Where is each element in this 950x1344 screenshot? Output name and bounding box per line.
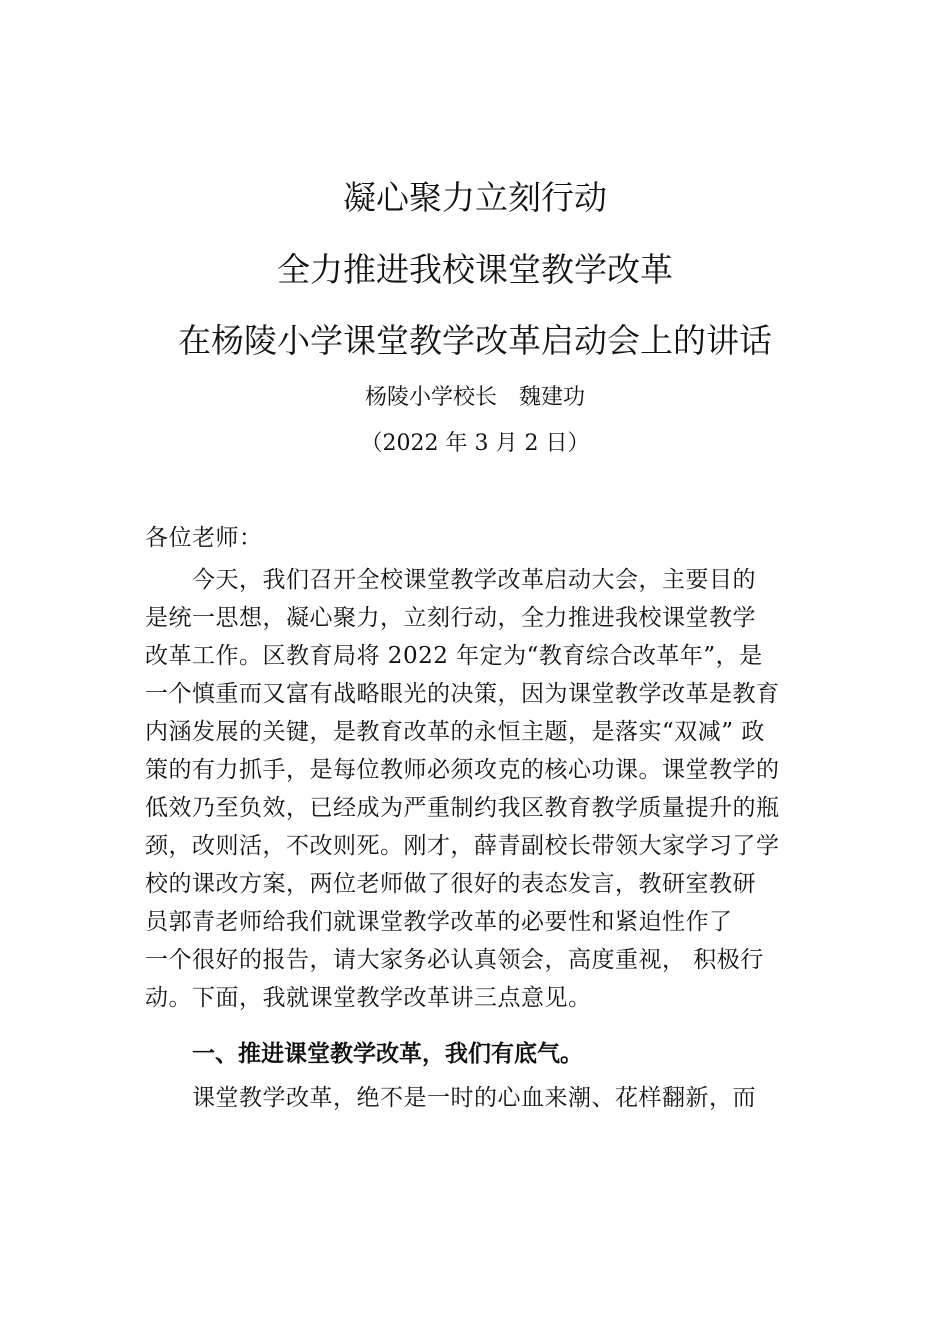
date-line: （2022 年 3 月 2 日）: [360, 431, 590, 456]
document-title-line-3: 在杨陵小学课堂教学改革启动会上的讲话: [178, 321, 772, 360]
paragraph-line: 动。下面，我就课堂教学改革讲三点意见。: [145, 985, 592, 1011]
paragraph-line: 今天，我们召开全校课堂教学改革启动大会，主要目的: [145, 567, 756, 593]
paragraph-line: 改革工作。区教育局将 2022 年定为“教育综合改革年”，是: [145, 643, 763, 669]
paragraph-line: 是统一思想，凝心聚力，立刻行动，全力推进我校课堂教学: [145, 605, 756, 631]
paragraph-line: 内涵发展的关键，是教育改革的永恒主题，是落实“双减” 政: [145, 719, 765, 745]
paragraph-line: 一个很好的报告，请大家务必认真领会，高度重视， 积极行: [145, 947, 764, 973]
paragraph-line: 策的有力抓手，是每位教师必须攻克的核心功课。课堂教学的: [145, 757, 780, 783]
paragraph-line: 一个慎重而又富有战略眼光的决策，因为课堂教学改革是教育: [145, 681, 780, 707]
paragraph-line: 颈，改则活，不改则死。刚才，薛青副校长带领大家学习了学: [145, 833, 780, 859]
author-line: 杨陵小学校长 魏建功: [364, 385, 585, 410]
paragraph-line: 员郭青老师给我们就课堂教学改革的必要性和紧迫性作了: [145, 909, 733, 935]
paragraph-line: 课堂教学改革，绝不是一时的心血来潮、花样翻新，而: [145, 1085, 756, 1111]
paragraph-line: 校的课改方案，两位老师做了很好的表态发言，教研室教研: [145, 871, 756, 897]
document-title-line-2: 全力推进我校课堂教学改革: [277, 250, 673, 289]
paragraph-line: 低效乃至负效，已经成为严重制约我区教育教学质量提升的瓶: [145, 795, 780, 821]
document-title-line-1: 凝心聚力立刻行动: [343, 178, 607, 217]
section-heading: 一、推进课堂教学改革，我们有底气。: [192, 1041, 583, 1067]
salutation: 各位老师：: [145, 525, 263, 551]
